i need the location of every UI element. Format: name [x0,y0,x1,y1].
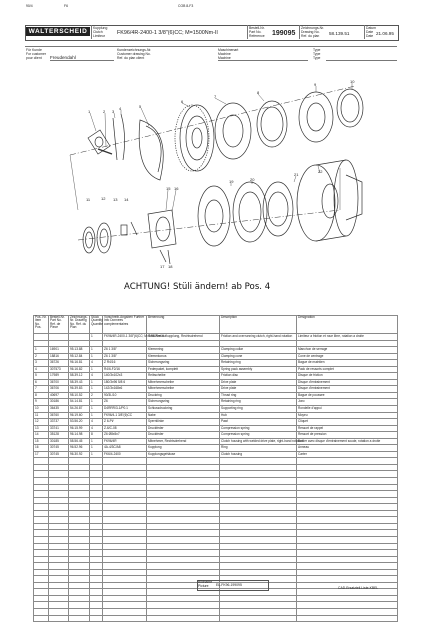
table-cell: 30745 [49,445,69,452]
type-label-fr: Type [313,56,321,60]
top-mark-mid: F6 [64,4,68,8]
table-cell: Manchon de serrage [297,347,398,354]
table-cell: 40697 [49,392,69,399]
table-cell [69,615,90,622]
table-cell: Drive plate [220,379,297,386]
table-cell: 11 [34,412,49,419]
callout-11: 11 [86,197,91,202]
drawing-number: 58.139.51 [329,31,350,36]
table-cell: 4 [90,360,103,367]
table-cell: FK6/4-2400 [103,451,147,458]
table-cell: FK96/4R-2400-1 3/8"(6)CC; M=1500Nm-II [103,334,147,341]
table-cell: 1 [90,451,103,458]
table-cell: 1 [90,445,103,452]
table-cell: 36760 [49,412,69,419]
table-cell: Friction and overrunning clutch, right-hand rotation [220,334,297,341]
callout-22: 22 [318,169,323,174]
table-cell: R4/6-F2/16 [103,366,147,373]
table-cell: Limiteur a friction et roue libre, rotation a droite [297,334,398,341]
table-header-cell: Bestell-Nr. Part No. Ref. de Piece [49,316,69,334]
table-cell: 1 [90,366,103,373]
table-cell: Drive plate [220,386,297,393]
table-cell: 4 [90,425,103,432]
table-cell: 2 [34,353,49,360]
table-cell: 14 [34,432,49,439]
table-cell: Klemmkonus [147,353,220,360]
customer-drawing-label-de: Kundenzeichnungs-Nr. [117,48,152,52]
table-cell: Ressort de rappel [297,425,398,432]
table-cell: Clutch housing with welded drive plate, right-hand rotation [220,438,297,445]
table-cell: 180/3x96 5/8 6 [103,379,147,386]
drawing-no-label-en: Drawing No. [301,30,320,34]
table-cell: Thrust ring [220,392,297,399]
table-cell: 1 [34,347,49,354]
table-cell: 33737 [49,419,69,426]
callout-20: 20 [250,177,255,182]
callout-4: 4 [119,106,122,111]
parts-table [33,315,398,622]
table-cell: 53.56.20 [69,419,90,426]
footer-file-name: EL-FK96-199095 [216,583,242,587]
callout-13: 13 [113,197,118,202]
table-cell: 90/3L/10 [103,392,147,399]
customer-name: Freudendahl [50,55,76,60]
kind-label-fr: Limiteur [93,34,106,38]
callout-8: 8 [257,90,260,95]
table-cell [34,615,49,622]
table-cell: Ressort de pression [297,432,398,439]
table-cell: Mitnehmerscheibe [147,386,220,393]
table-cell: 30185 [49,438,69,445]
table-cell: Druckfeder [147,432,220,439]
table-cell: 36700 [49,379,69,386]
table-header-cell: Pos.-Nr. Item No. Pos. [34,316,49,334]
table-cell: 17989 [49,373,69,380]
table-cell: Disque de friction [297,373,398,380]
date-label-fr: Date [366,34,374,38]
table-cell: Reibscheibe [147,373,220,380]
table-cell: 307573 [49,366,69,373]
kind-label-en: Clutch [93,30,103,34]
table-cell: 17 [34,451,49,458]
table-cell: Z6 1 3/8" [103,353,147,360]
table-cell: Disque d'entrainement [297,386,398,393]
date-value: 21.06.95 [376,31,394,36]
callout-1: 1 [88,109,91,114]
callout-12: 12 [101,196,106,201]
table-cell: Jonc [297,399,398,406]
machine-label-de: Maschinenart [218,48,239,52]
table-cell: 4 [90,419,103,426]
table-cell: Retaining ring [220,399,297,406]
table-cell: 13 [34,425,49,432]
table-cell: 142/3x168x6 [103,386,147,393]
part-no-label-en: Part No. [249,30,262,34]
table-cell: 58.39.43 [69,379,90,386]
table-cell: 96.39.83 [69,386,90,393]
table-cell: Moyeu [297,412,398,419]
table-cell: 12 [34,419,49,426]
table-cell: 35128 [49,432,69,439]
table-cell: 96.19.60 [69,412,90,419]
top-mark-right: COB 8-F3 [178,4,194,8]
table-cell: Spring pack assembly [220,366,297,373]
table-cell: Bague de poussee [297,392,398,399]
table-cell: Z6 1 3/8" [103,347,147,354]
callout-14: 14 [124,197,129,202]
table-cell [90,615,103,622]
table-cell: 54.14.81 [69,399,90,406]
table-cell: Z6 [103,399,147,406]
table-cell: 1 [90,379,103,386]
part-number: 199095 [272,30,296,37]
exploded-view-drawing [0,0,421,300]
warning-note: ACHTUNG! Stüli ändern! ab Pos. 4 [124,282,271,292]
table-cell: FK96/4R [103,438,147,445]
callout-16: 16 [174,186,179,191]
callout-10: 10 [350,79,355,84]
footer-file-label-en: Picture [198,584,209,588]
table-cell: Reib-Freilaufkupplung, Rechtsdrehend [147,334,220,341]
table-cell: Z6 Ø8x5x7 [103,432,147,439]
customer-drawing-label-fr: Ref. du plan client [117,56,145,60]
part-no-label-fr: Reference [249,34,265,38]
table-cell: Z R4/16 [103,360,147,367]
table-cell: 54.26.87 [69,406,90,413]
table-cell: Kupplungsgehäuse [147,451,220,458]
callout-21: 21 [294,172,299,177]
date-label-en: Date [366,30,374,34]
table-cell: 16 [34,445,49,452]
table-header-cell: Stück Quantity Quantite [90,316,103,334]
table-cell: 95.12.84 [69,353,90,360]
table-header-cell: Vorschreib-Angaben Further Info Donnees complementaires [103,316,147,334]
table-cell [147,615,220,622]
table-cell: 4 [90,373,103,380]
table-cell [220,615,297,622]
table-header-cell: Designation [297,316,398,334]
table-cell: 1 [90,386,103,393]
table-cell: 8 [34,392,49,399]
table-cell: Retaining ring [220,360,297,367]
table-cell: 10 [34,406,49,413]
clutch-title: FK96/4R-2400-1 3/8"(6)CC; M=1500Nm-II [117,30,218,36]
table-cell: FK96/4-1 3/8"(6)CC [103,412,147,419]
table-cell: 36706 [49,386,69,393]
table-cell: Klemmring [147,347,220,354]
table-cell: Clamping cone [220,353,297,360]
table-cell: 8 [90,432,103,439]
table-cell: 96.16.81 [69,360,90,367]
machine-label-fr: Machine [218,56,231,60]
table-cell: Pawl [220,419,297,426]
table-cell: 36726 [49,360,69,367]
table-cell: 16901 [49,347,69,354]
table-cell: 1 [90,412,103,419]
footer-file-label-de: Bildname [198,580,213,584]
table-cell: Nabe [147,412,220,419]
table-cell: Disque d'entrainement [297,379,398,386]
table-cell: Schlussdruckring [147,406,220,413]
table-cell: 36435 [49,406,69,413]
table-cell: Sicherungsring [147,360,220,367]
table-cell: 7 [34,386,49,393]
table-cell: Z-6/C-08 [103,425,147,432]
table-cell: 4A-4/3C/A8 [103,445,147,452]
table-cell: 9 [34,399,49,406]
part-no-label-de: Bestell-Nr. [249,26,265,30]
table-cell: Clamping collar [220,347,297,354]
table-cell: Rondelle d'appui [297,406,398,413]
callout-7: 7 [214,94,217,99]
table-cell: 4 [34,366,49,373]
table-cell: 1 [90,399,103,406]
callout-6: 6 [181,99,184,104]
callout-15: 15 [166,186,171,191]
table-row [34,615,398,622]
table-cell: Compression spring [220,425,297,432]
table-cell: Kupplung [147,445,220,452]
table-cell: Druckfeder [147,425,220,432]
table-cell: 1 [90,406,103,413]
table-cell: Anneau [297,445,398,452]
table-cell: 96.14.98 [69,432,90,439]
top-mark-left: 90/4 [26,4,33,8]
drawing-no-label-fr: Ref. du plan [301,34,320,38]
table-cell: Carter [297,451,398,458]
table-cell: 96.16.82 [69,366,90,373]
table-cell: 96.52.96 [69,445,90,452]
callout-3: 3 [112,109,115,114]
table-cell: D4RRR/3-1/P0.1 [103,406,147,413]
table-cell: Federpaket, komplett [147,366,220,373]
type-label-en: Type [313,52,321,56]
table-cell: Druckring [147,392,220,399]
table-cell: Supporting ring [220,406,297,413]
table-header-cell: Description [220,316,297,334]
customer-label-en: For customer [26,52,46,56]
table-cell: 3 [34,360,49,367]
callout-5: 5 [139,104,142,109]
table-cell [103,615,147,622]
table-cell: Boitier avec disque d'entrainement soude, rotation a droite [297,438,398,445]
table-cell: 1 [90,334,103,341]
table-cell: 1 [90,353,103,360]
table-cell: Compression spring [220,432,297,439]
table-cell: Sicherungsring [147,399,220,406]
table-cell: Clutch housing [220,451,297,458]
walterscheid-logo: WALTERSCHEID [26,27,90,36]
callout-2: 2 [103,109,106,114]
table-cell: 96.30.92 [69,451,90,458]
table-cell: 30186 [49,399,69,406]
table-cell: Sperrklinke [147,419,220,426]
table-cell: 6 [34,379,49,386]
customer-label-fr: pour client [26,56,42,60]
callout-19: 19 [229,179,234,184]
table-cell: 98.10.52 [69,392,90,399]
table-cell: 1 [90,438,103,445]
table-cell [297,615,398,622]
table-header-cell: Zeichnungs-Nr. Drawing No. Ref. du Plan [69,316,90,334]
table-cell: 5 [34,373,49,380]
table-header-row [34,316,398,334]
callout-9: 9 [314,82,317,87]
kind-label-de: Kupplung [93,26,108,30]
table-cell: Friction disc [220,373,297,380]
table-cell: 96.15.99 [69,425,90,432]
date-label-de: Datum [366,26,376,30]
callout-18: 18 [168,264,173,269]
footer-system-name: CAD-Ersatzteil-Liste-KBEL [338,586,379,590]
table-cell: Pack de ressorts complet [297,366,398,373]
table-cell [49,615,69,622]
table-header-cell: Benennung [147,316,220,334]
table-cell: 140/3x102x3 [103,373,147,380]
machine-label-en: Machine [218,52,231,56]
table-cell: Cliquet [297,419,398,426]
table-cell: Bague de maintien [297,360,398,367]
table-cell: 58.56.45 [69,438,90,445]
table-cell: 95.13.88 [69,347,90,354]
table-cell: 58.39.12 [69,373,90,380]
table-cell: 1 [90,347,103,354]
table-cell: Ring [220,445,297,452]
table-cell: Mitnehmerscheibe [147,379,220,386]
table-cell: 30745 [49,451,69,458]
customer-label-de: Für Kunde [26,48,42,52]
drawing-no-label-de: Zeichnungs-Nr. [301,26,324,30]
type-label-de: Type [313,48,321,52]
table-cell: Hub [220,412,297,419]
customer-drawing-label-en: Customer drawing No. [117,52,151,56]
table-cell: 33741 [49,425,69,432]
table-cell: Z 6-Pt/ [103,419,147,426]
table-cell: Mitnehmer, Rechtsdrehend [147,438,220,445]
table-cell: Cone de centrage [297,353,398,360]
callout-17: 17 [160,264,165,269]
table-cell: 18816 [49,353,69,360]
table-cell: 15 [34,438,49,445]
table-cell: 2 [90,392,103,399]
